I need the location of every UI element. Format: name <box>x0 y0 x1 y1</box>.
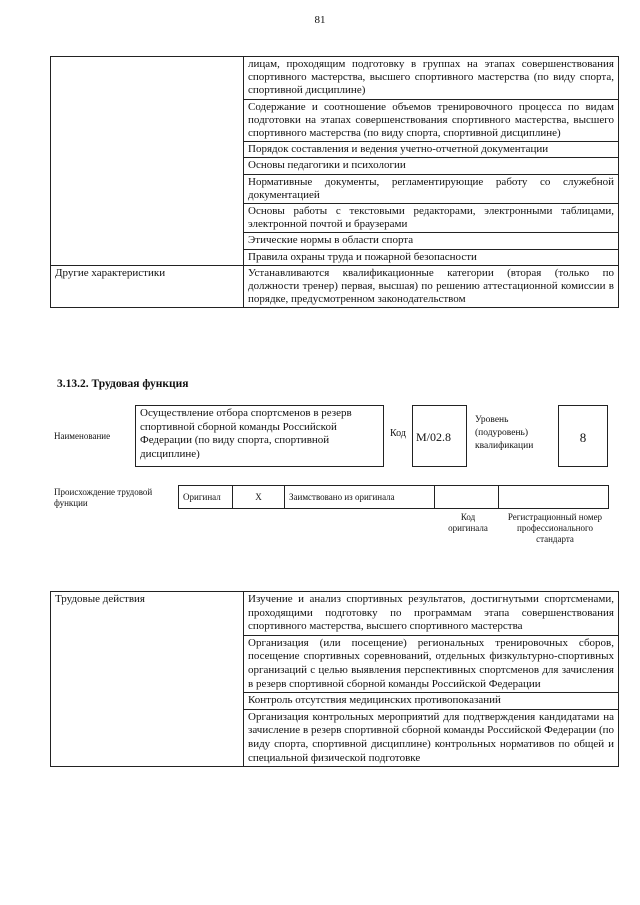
knowledge-table <box>50 56 619 308</box>
table-cell: Устанавливаются квалификационные категории (вторая (только по должности тренер) первая, высшая) по решению аттестационной комиссии в порядке, предусмотренном законодательством <box>244 265 619 308</box>
page-number: 81 <box>314 14 326 26</box>
table-row <box>51 592 619 636</box>
table-cell: Этические нормы в области спорта <box>244 233 619 249</box>
reg-number-cell <box>499 486 609 509</box>
row-label-other-characteristics: Другие характеристики <box>51 265 244 308</box>
table-cell: Организация (или посещение) региональных тренировочных сборов, посещение спортивных соревнований, отдельных физкультурно-спортивных организаций с целью выявления перспективных спортсменов для зачисления в резерв спортивной сборной команды Российской Федерации <box>244 635 619 692</box>
code-original-cell <box>435 486 499 509</box>
origin-table <box>178 485 609 509</box>
table-cell: Содержание и соотношение объемов тренировочного процесса по видам подготовки на этапах совершенствования спортивного мастерства, высшего спортивного мастерства (по виду спорта, спортивной дисциплине) <box>244 99 619 142</box>
level-label: Уровень (подуровень) квалификации <box>475 415 534 451</box>
table-cell: Основы педагогики и психологии <box>244 158 619 174</box>
row-label-labor-actions: Трудовые действия <box>51 592 244 767</box>
code-label: Код <box>390 428 406 439</box>
origin-label: Происхождение трудовой функции <box>54 487 153 508</box>
labor-actions-table <box>50 591 619 767</box>
table-row <box>51 265 619 308</box>
table-cell: Изучение и анализ спортивных результатов, достигнутыми спортсменами, проходящими подготовку по программам этапа совершенствования спортивного мастерства, высшего спортивного мастерства <box>244 592 619 636</box>
section-heading: 3.13.2. Трудовая функция <box>57 378 189 390</box>
level-box: 8 <box>558 405 608 467</box>
original-label: Оригинал <box>179 486 233 509</box>
name-label: Наименование <box>54 431 111 441</box>
table-cell: Нормативные документы, регламентирующие работу со служебной документацией <box>244 174 619 203</box>
table-cell: Контроль отсутствия медицинских противопоказаний <box>244 693 619 710</box>
code-original-label: Код оригинала <box>448 512 488 533</box>
table-row <box>51 57 619 100</box>
table-cell: лицам, проходящим подготовку в группах на этапах совершенствования спортивного мастерства, высшего спортивного мастерства (по виду спорта, спортивной дисциплине) <box>244 57 619 100</box>
code-box: М/02.8 <box>412 405 467 467</box>
table-cell: Порядок составления и ведения учетно-отчетной документации <box>244 142 619 158</box>
original-mark: X <box>233 486 285 509</box>
table-row <box>179 486 609 509</box>
borrowed-label: Заимствовано из оригинала <box>285 486 435 509</box>
table-cell: Организация контрольных мероприятий для подтверждения кандидатами на зачисление в резерв спортивной сборной команды Российской Федерации (по виду спорта, спортивной дисциплине) контрольных нормативов по общей и специальной физической подготовке <box>244 709 619 766</box>
table-cell: Правила охраны труда и пожарной безопасности <box>244 249 619 265</box>
function-name-box: Осуществление отбора спортсменов в резерв спортивной сборной команды Российской Федерации (по виду спорта, спортивной дисциплине) <box>135 405 384 467</box>
table-cell: Основы работы с текстовыми редакторами, электронными таблицами, электронной почтой и браузерами <box>244 204 619 233</box>
row-label <box>51 57 244 266</box>
reg-number-label: Регистрационный номер профессионального стандарта <box>507 512 603 544</box>
